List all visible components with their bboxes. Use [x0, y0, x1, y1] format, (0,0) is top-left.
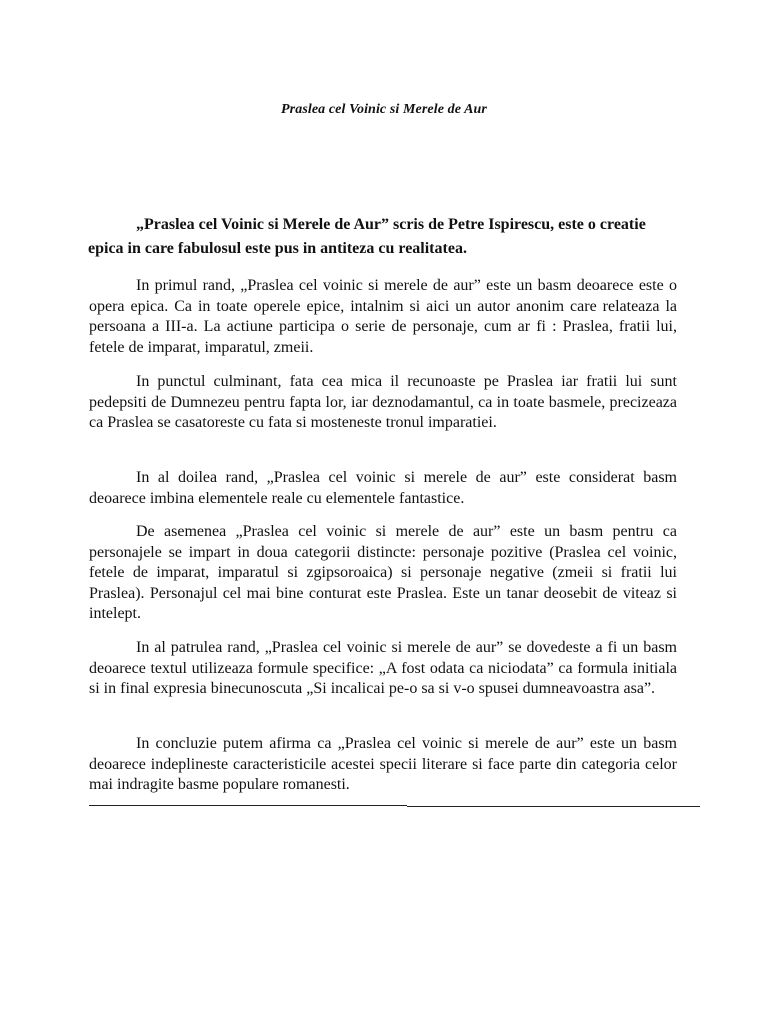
intro-paragraph: „Praslea cel Voinic si Merele de Aur” scris de Petre Ispirescu, este o creatie epica in care fabulosul este pus in antiteza cu realitatea.: [88, 216, 646, 257]
paragraph-1: In primul rand, „Praslea cel voinic si merele de aur” este un basm deoarece este o opera epica. Ca in toate operele epice, intalnim si aici un autor anonim care relateaza la persoana a III-a. La actiune participa o serie de personaje, cum ar fi : Praslea, fratii lui, fetele de imparat, imparatul, zmeii.: [89, 277, 677, 356]
paragraph-6: In concluzie putem afirma ca „Praslea cel voinic si merele de aur” este un basm deoarece indeplineste caracteristicile acestei specii literare si face parte din categoria celor mai indragite basme populare romanesti.: [89, 735, 677, 793]
paragraph-5: In al patrulea rand, „Praslea cel voinic si merele de aur” se dovedeste a fi un basm deoarece textul utilizeaza formule specifice: „A fost odata ca niciodata” ca formula initiala si in final expresia binecunoscuta „Si incalicai pe-o sa si v-o spusei dumneavoastra asa”.: [89, 639, 677, 697]
paragraph-4: De asemenea „Praslea cel voinic si merele de aur” este un basm pentru ca personajele se impart in doua categorii distincte: personaje pozitive (Praslea cel voinic, fetele de imparat, imparatul si zgipsoroaica) si personaje negative (zmeii si fratii lui Praslea). Personajul cel mai bine conturat este Praslea. Este un tanar deosebit de viteaz si intelept.: [89, 523, 677, 622]
document-title: Praslea cel Voinic si Merele de Aur: [281, 102, 487, 117]
footer-divider-left: [89, 805, 407, 806]
paragraph-2: In punctul culminant, fata cea mica il recunoaste pe Praslea iar fratii lui sunt pedepsiti de Dumnezeu pentru fapta lor, iar deznodamantul, ca in toate basmele, precizeaza ca Praslea se casatoreste cu fata si mosteneste tronul imparatiei.: [89, 373, 677, 431]
paragraph-3: In al doilea rand, „Praslea cel voinic si merele de aur” este considerat basm deoarece imbina elementele reale cu elementele fantastice.: [89, 469, 677, 507]
footer-divider-right: [407, 806, 700, 807]
